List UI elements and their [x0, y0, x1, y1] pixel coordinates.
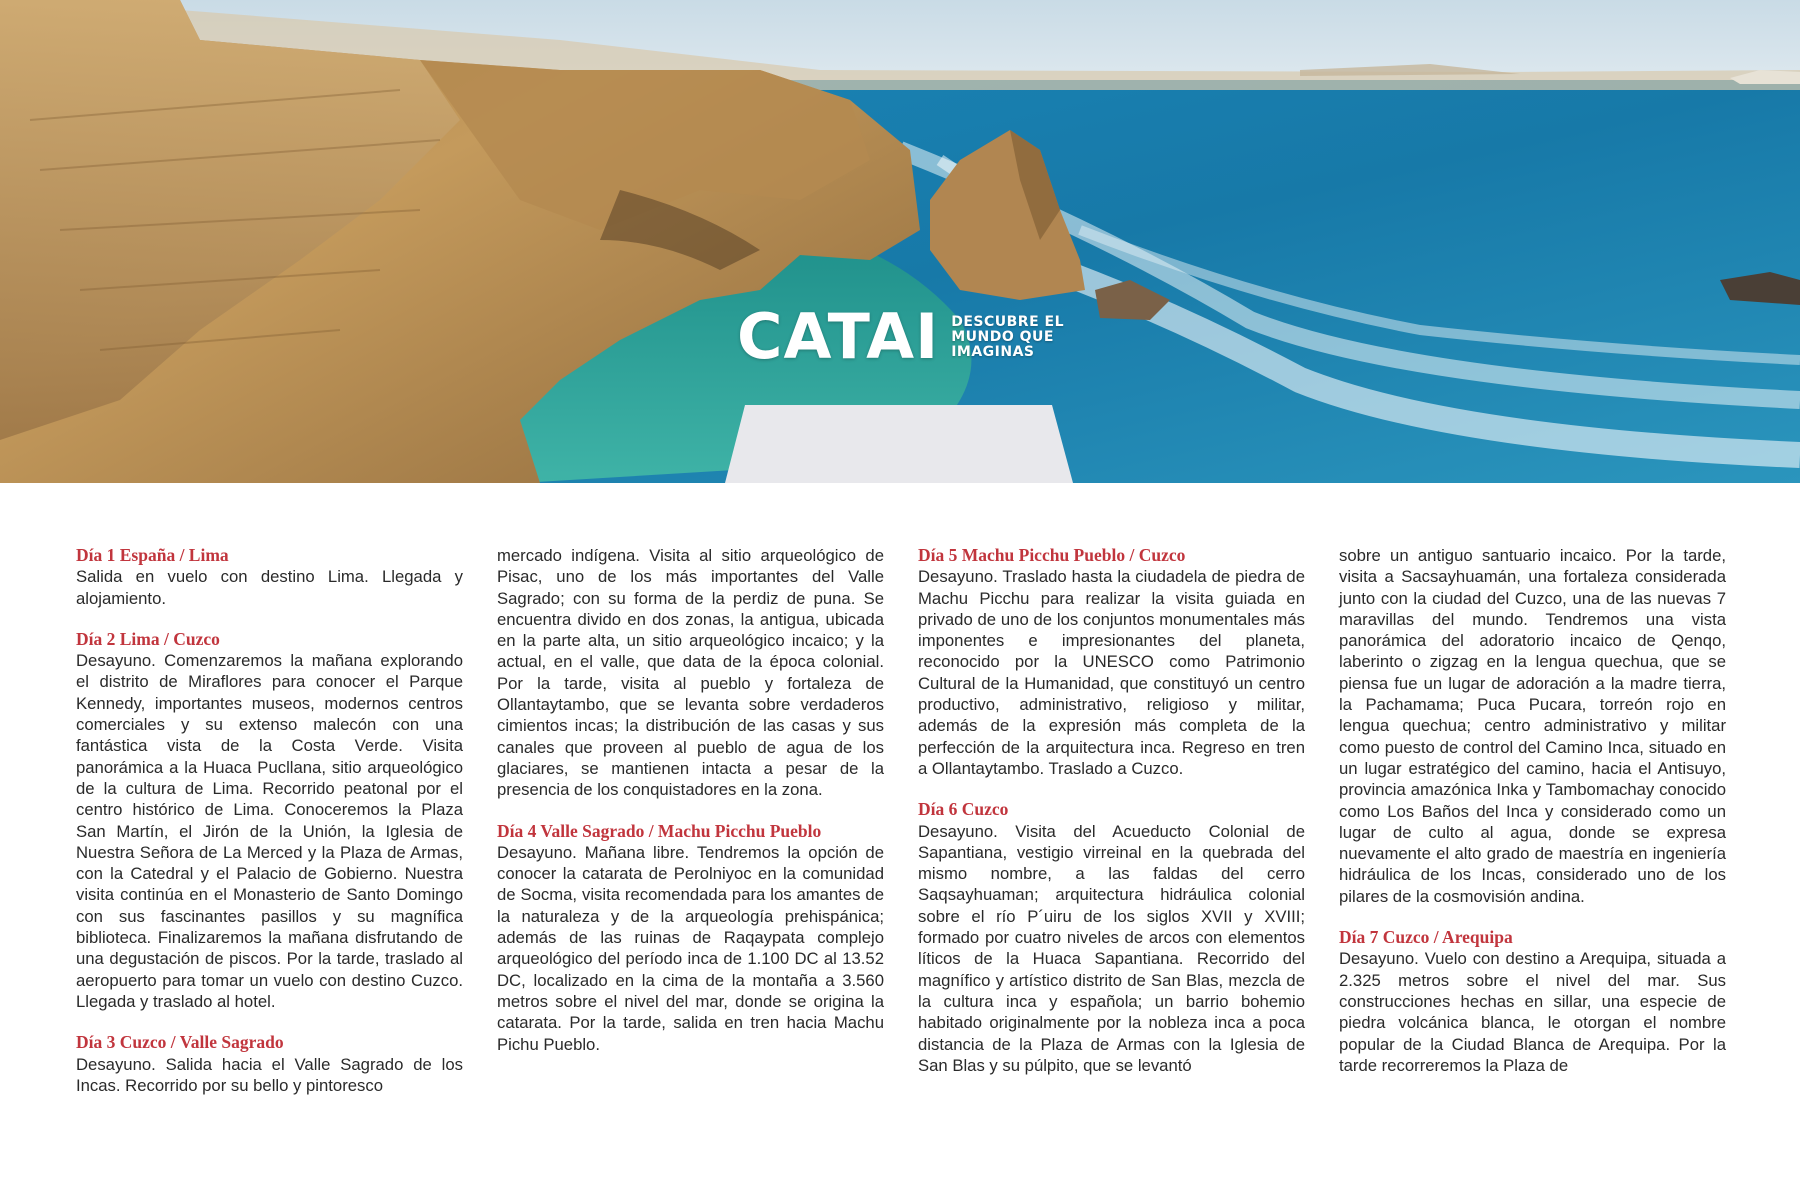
- brand-tagline-line-3: IMAGINAS: [951, 343, 1035, 360]
- day-body: Desayuno. Mañana libre. Tendremos la opción de conocer la catarata de Perolniyoc en la comunidad de Socma, visita recomendada para los amantes de la naturaleza y de la arqueología prehispánica; además de las ruinas de Raqaypata complejo arqueológico del período inca de 1.100 DC al 13.52 DC, localizado en la cima de la montaña a 3.560 metros sobre el nivel del mar, donde se origina la catarata. Por la tarde, salida en tren hacia Machu Pichu Pueblo.: [497, 842, 884, 1054]
- day-body: Salida en vuelo con destino Lima. Llegada y alojamiento.: [76, 567, 463, 608]
- day-section: [76, 545, 463, 609]
- day-title: Día 1 España / Lima: [76, 545, 229, 565]
- day-section: [1339, 927, 1726, 1076]
- day-title: Día 3 Cuzco / Valle Sagrado: [76, 1032, 284, 1053]
- day-body: Desayuno. Visita del Acueducto Colonial de Sapantiana, vestigio virreinal en la quebrada del mismo nombre, a las faldas del cerro Saqsayhuaman; arquitectura hidráulica colonial sobre el río P´uiru de los siglos XVII y XVIII; formado por cuatro niveles de arcos con elementos líticos de la Huaca Sapantiana. Recorrido del magnífico y artístico distrito de San Blas, mezcla de la cultura inca y española; un barrio bohemio habitado originalmente por la nobleza inca a poca distancia de la Plaza de Armas con la Iglesia de San Blas y su púlpito, que se levantó: [918, 821, 1305, 1075]
- day-section: [497, 821, 884, 1055]
- day-title: Día 4 Valle Sagrado / Machu Picchu Pueblo: [497, 820, 822, 841]
- day-body: Desayuno. Salida hacia el Valle Sagrado de los Incas. Recorrido por su bello y pintoresco: [76, 1054, 463, 1095]
- day-section-continued: [497, 545, 884, 801]
- day-section: [918, 545, 1305, 779]
- day-title: Día 6 Cuzco: [918, 799, 1009, 820]
- day-section: [76, 1032, 463, 1096]
- day-title: Día 5 Machu Picchu Pueblo / Cuzco: [918, 545, 1186, 565]
- day-body: sobre un antiguo santuario incaico. Por la tarde, visita a Sacsayhuamán, una fortaleza considerada junto con la ciudad del Cuzco, una de las nuevas 7 maravillas del mundo. Tendremos una vista panorámica del adoratorio incaico de Qenqo, laberinto o zigzag en la lengua quechua, que se piensa fue un lugar de adoración a la madre tierra, la Pachamama; Puca Pucara, torreón rojo en lengua quechua; centro administrativo y militar como puesto de control del Camino Inca, situado en un lugar estratégico del camino, hacia el Antisuyo, provincia amazónica Inka y Tambomachay conocido como Los Baños del Inca y considerado como un lugar de culto al agua, donde se expresa nuevamente el alto grado de maestría en ingeniería hidráulica de los Incas, considerado uno de los pilares de la cosmovisión andina.: [1339, 546, 1726, 906]
- column-1: [76, 545, 463, 1116]
- brand-tagline-line-2: MUNDO QUE: [951, 328, 1054, 345]
- page-cutout-shape: [0, 0, 1800, 483]
- day-body: Desayuno. Vuelo con destino a Arequipa, situada a 2.325 metros sobre el nivel del mar. Sus construcciones hechas en sillar, una especie de piedra volcánica blanca, le otorgan el nombre popular de la Ciudad Blanca de Arequipa. Por la tarde recorreremos la Plaza de: [1339, 949, 1726, 1075]
- brand-tagline-line-1: DESCUBRE EL: [951, 313, 1064, 330]
- day-body: Desayuno. Comenzaremos la mañana explorando el distrito de Miraflores para conocer el Parque Kennedy, importantes museos, modernos centros comerciales y su extenso malecón con una fantástica vista de la Costa Verde. Visita panorámica a la Huaca Pucllana, sitio arqueológico de la cultura de Lima. Recorrido peatonal por el centro histórico de Lima. Conoceremos la Plaza San Martín, el Jirón de la Unión, la Iglesia de Nuestra Señora de La Merced y la Plaza de Armas, con la Catedral y el Palacio de Gobierno. Nuestra visita continúa en el Monasterio de Santo Domingo con sus fascinantes pasillos y su magnífica biblioteca. Finalizaremos la mañana disfrutando de una degustación de piscos. Por la tarde, traslado al aeropuerto para tomar un vuelo con destino Cuzco. Llegada y traslado al hotel.: [76, 651, 463, 1011]
- day-body: mercado indígena. Visita al sitio arqueológico de Pisac, uno de los más importantes del Valle Sagrado; con su forma de la perdiz de puna. Se encuentra divido en dos zonas, la antigua, ubicada en la parte alta, un sitio arqueológico incaico; y la actual, en el valle, que data de la época colonial. Por la tarde, visita al pueblo y fortaleza de Ollantaytambo, que se levanta sobre verdaderos cimientos incas; la distribución de las casas y sus canales que proveen al pueblo de agua de los glaciares, se mantienen intacta a pesar de la presencia de los conquistadores en la zona.: [497, 546, 884, 800]
- day-title: Día 7 Cuzco / Arequipa: [1339, 927, 1513, 948]
- day-title: Día 2 Lima / Cuzco: [76, 628, 220, 649]
- day-section: [76, 629, 463, 1012]
- day-section-continued: [1339, 545, 1726, 907]
- column-2: [497, 545, 884, 1075]
- column-4: [1339, 545, 1726, 1096]
- column-3: [918, 545, 1305, 1096]
- day-section: [918, 799, 1305, 1076]
- itinerary-columns: [76, 545, 1724, 1145]
- brand-name: CATAI: [737, 300, 940, 373]
- day-body: Desayuno. Traslado hasta la ciudadela de piedra de Machu Picchu para realizar la visita guiada en privado de uno de los conjuntos monumentales más imponentes e impresionantes del planeta, reconocido por la UNESCO como Patrimonio Cultural de la Humanidad, que constituyó un centro productivo, administrativo, religioso y militar, además de la expresión más completa de la perfección de la arquitectura inca. Regreso en tren a Ollantaytambo. Traslado a Cuzco.: [918, 567, 1305, 778]
